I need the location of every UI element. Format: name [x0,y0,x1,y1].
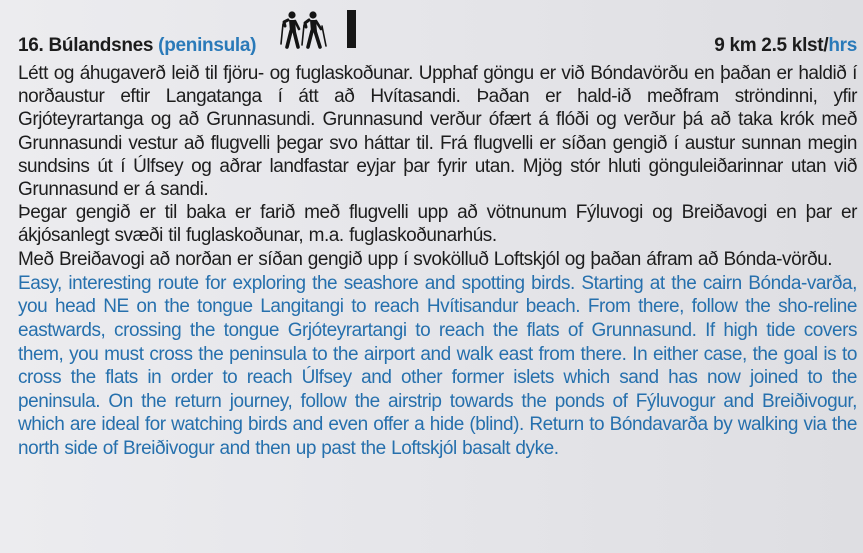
difficulty-bar-icon [347,10,356,48]
trail-header [18,32,857,62]
trail-distance-time [714,35,857,57]
hikers-icon [280,10,328,50]
icelandic-description [18,62,857,271]
trail-name: 16. Búlandsnes [18,35,154,56]
icelandic-paragraph-2: Þegar gengið er til baka er farið með flugvelli upp að vötnunum Fýluvogi og Breiðavogi en þar er ákjósanlegt svæði til fuglaskoðunar, m.a. fuglaskoðunarhús. [18,202,857,247]
trail-title [18,35,256,57]
trail-name-english: (peninsula) [158,35,257,56]
icelandic-paragraph-1: Létt og áhugaverð leið til fjöru- og fuglaskoðunar. Upphaf göngu er við Bóndavörðu en þaðan er haldið í norðaustur eftir Langatanga í átt að Hvítasandi. Þaðan er hald-ið meðfram ströndinni, yfir Grjóteyrartanga og að Grunnasundi. Grunnasund verður ófært á flóði og verður þá að taka krók með Grunnasundi vestur að flugvelli þegar svo háttar til. Frá flugvelli er síðan gengið í austur sunnan megin sundsins út í Úlfsey og aðrar landfastar eyjar þar fyrir utan. Mjög stór hluti gönguleiðarinnar utan við Grunnasund er á sandi. [18,63,857,201]
icelandic-paragraph-3: Með Breiðavogi að norðan er síðan gengið upp í svokölluð Loftskjól og þaðan áfram að Bónda-vörðu. [18,248,833,270]
english-description: Easy, interesting route for exploring the seashore and spotting birds. Starting at the cairn Bónda-varða, you head NE on the tongue Langitangi to reach Hvítisandur beach. From there, follow the sho-reline eastwards, crossing the tongue Grjóteyrartangi to reach the flats of Grunnasund. If high tide covers them, you must cross the peninsula to the airport and walk east from there. In either case, the goal is to cross the flats in order to reach Úlfsey and other former islets which sand has now joined to the peninsula. On the return journey, follow the airstrip towards the ponds of Fýluvogur and Breiðivogur, which are ideal for watching birds and even offer a hide (blind). Return to Bóndavarða by walking via the north side of Breiðivogur and then up past the Loftskjól basalt dyke. [18,272,857,459]
time-unit-english: hrs [828,35,857,56]
distance-time-text: 9 km 2.5 klst/ [714,35,829,56]
